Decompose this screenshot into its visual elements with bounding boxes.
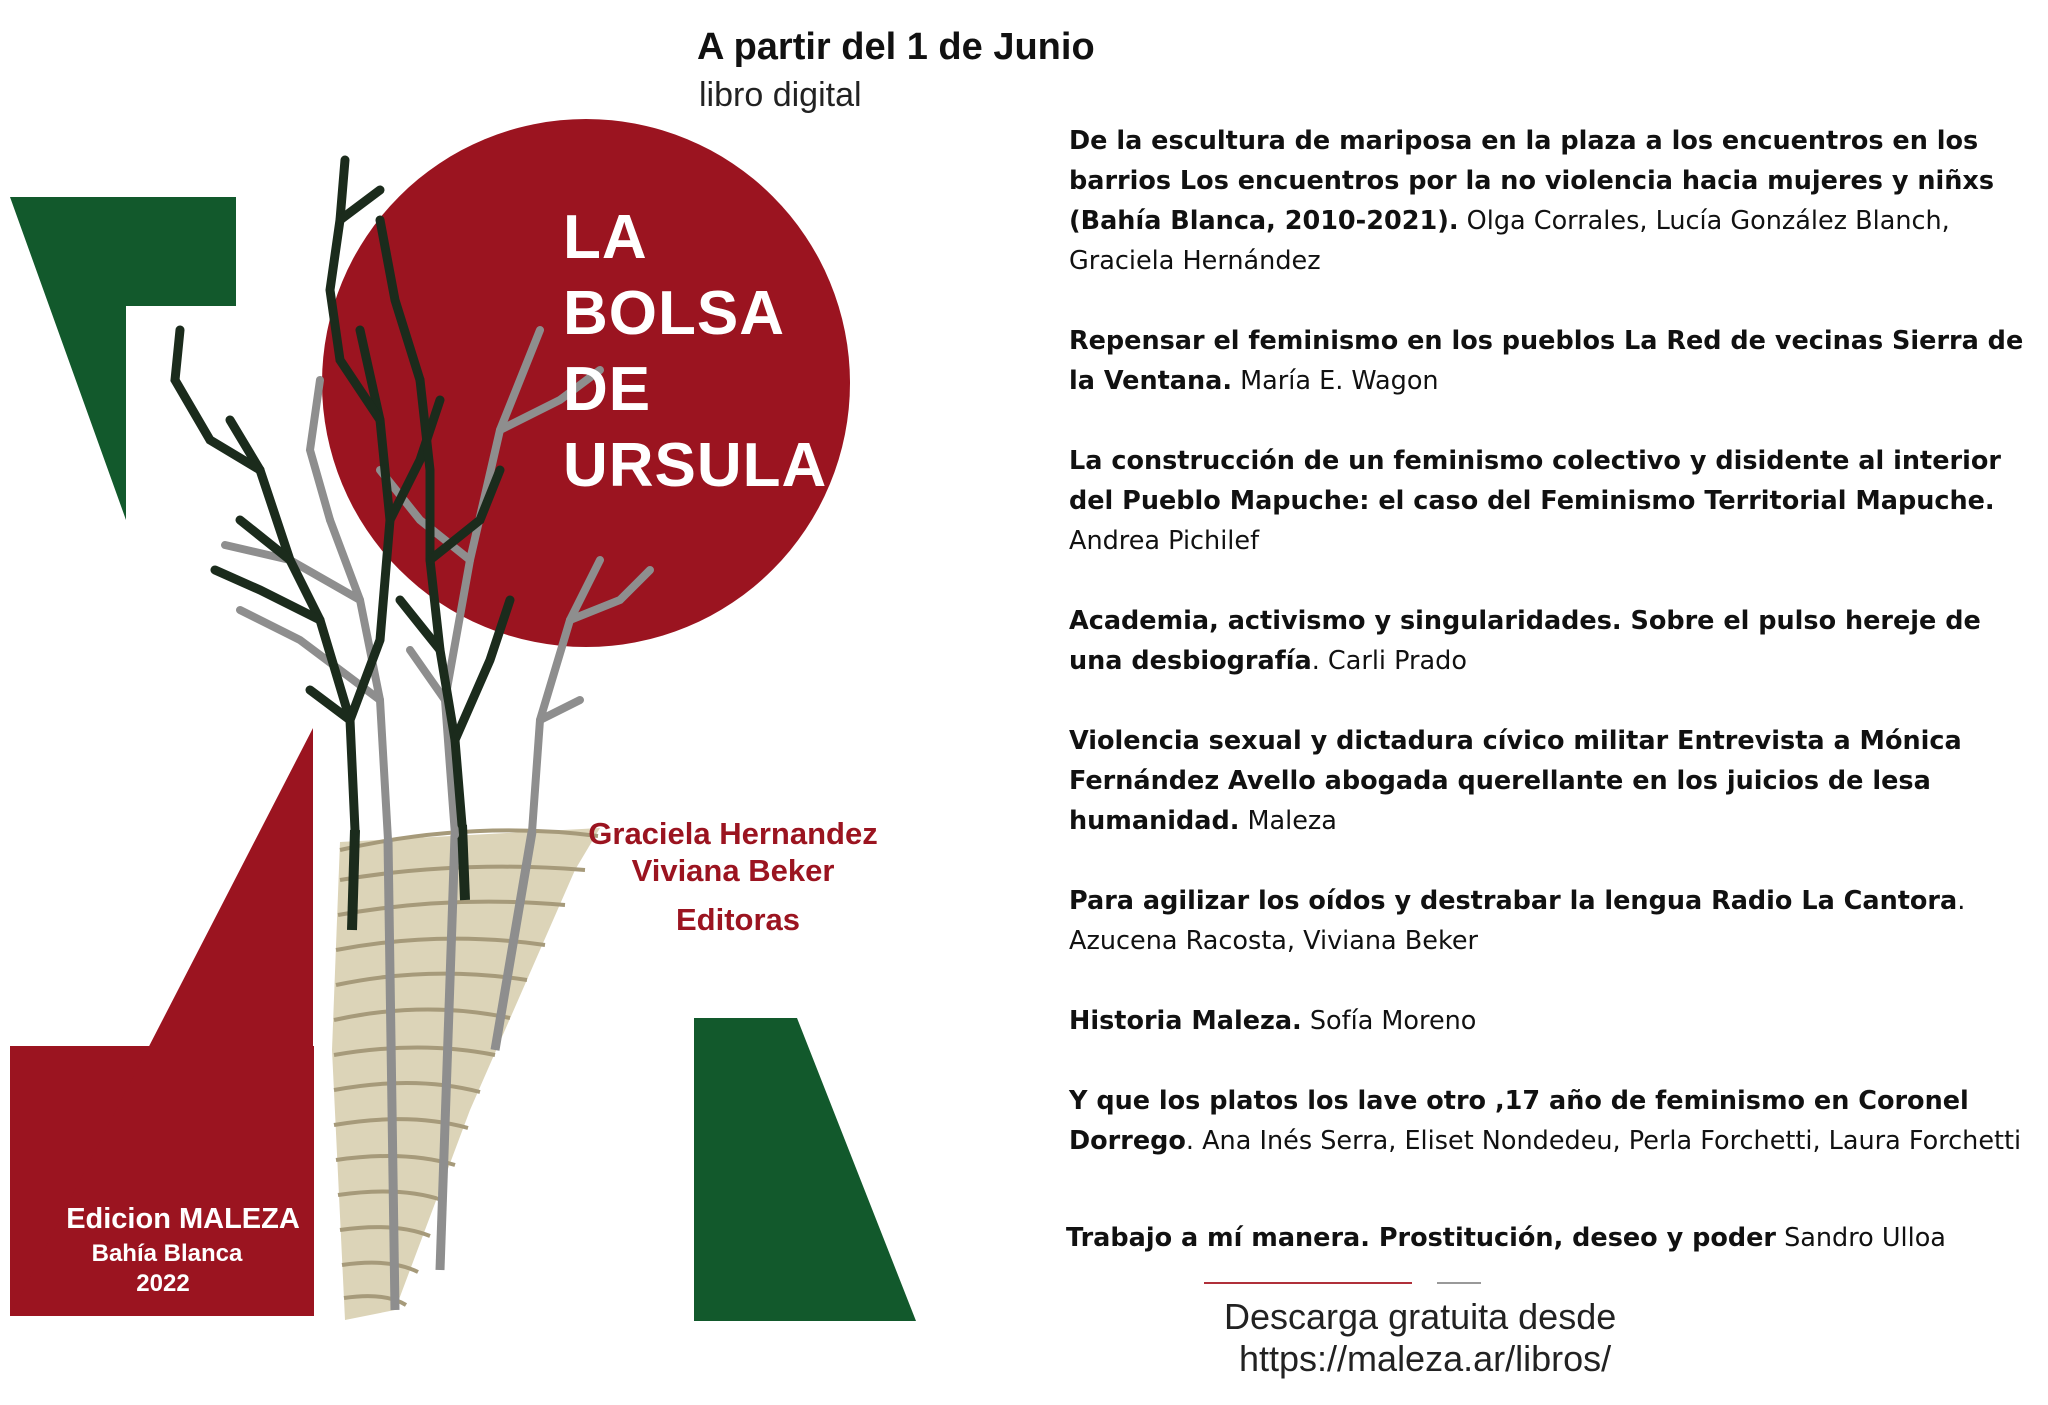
headline: A partir del 1 de Junio	[697, 26, 1095, 68]
toc-entry	[1069, 601, 2029, 681]
toc-entry-authors: . Carli Prado	[1311, 646, 1467, 676]
toc-entry	[1069, 441, 2029, 561]
cover-title-line-1: LA	[563, 203, 648, 272]
download-url-link[interactable]: https://maleza.ar/libros/	[1239, 1338, 1612, 1379]
toc-entry-authors: . Ana Inés Serra, Eliset Nondedeu, Perla Forchetti, Laura Forchetti	[1185, 1126, 2022, 1156]
toc-entry	[1069, 1081, 2029, 1161]
publisher-year: 2022	[136, 1270, 190, 1297]
toc-entry-last	[1066, 1218, 2026, 1258]
divider-line	[1204, 1282, 1412, 1284]
toc-entry-authors: Olga Corrales, Lucía González Blanch, Graciela Hernández	[1069, 206, 1950, 276]
toc-entry	[1069, 1001, 2029, 1041]
toc-entry-title: Para agilizar los oídos y destrabar la lengua Radio La Cantora	[1069, 886, 1958, 916]
toc-entry	[1069, 121, 2029, 281]
green-top-left-shape	[10, 197, 236, 520]
toc-entry-authors: Sofía Moreno	[1301, 1006, 1477, 1036]
toc-entry-title: La construcción de un feminismo colectivo y disidente al interior del Pueblo Mapuche: el caso del Feminismo Territorial Mapuche.	[1069, 446, 2001, 516]
toc-entry-authors: Maleza	[1239, 806, 1337, 836]
basket-illustration	[332, 825, 600, 1320]
green-right-triangle-shape	[694, 1018, 916, 1321]
subhead: libro digital	[699, 76, 862, 114]
toc-entry	[1069, 721, 2029, 841]
download-label: Descarga gratuita desde	[1224, 1296, 1617, 1337]
toc-entry-authors: María E. Wagon	[1232, 366, 1439, 396]
toc-entry-authors: Sandro Ulloa	[1775, 1223, 1946, 1253]
editor-name-1: Graciela Hernandez	[588, 816, 878, 851]
cover-title-line-4: URSULA	[563, 431, 828, 500]
toc-entry-title: Repensar el feminismo en los pueblos La Red de vecinas Sierra de la Ventana.	[1069, 326, 2024, 396]
toc-entry-title: Academia, activismo y singularidades. Sobre el pulso hereje de una desbiografía	[1069, 606, 1981, 676]
publisher-city: Bahía Blanca	[91, 1240, 243, 1267]
divider-line	[1437, 1282, 1481, 1284]
toc-entry-title: Historia Maleza.	[1069, 1006, 1302, 1036]
book-cover-art	[0, 0, 920, 1330]
toc-entry-title: De la escultura de mariposa en la plaza a los encuentros en los barrios Los encuentros por la no violencia hacia mujeres y niñxs (Bahía Blanca, 2010-2021).	[1069, 126, 1995, 236]
table-of-contents	[1069, 121, 2029, 1175]
cover-title-line-3: DE	[563, 355, 652, 424]
toc-entry	[1069, 321, 2029, 401]
toc-entry	[1069, 881, 2029, 961]
toc-entry-authors: Andrea Pichilef	[1069, 526, 1260, 556]
editor-name-2: Viviana Beker	[631, 853, 835, 888]
toc-entry-authors: . Azucena Racosta, Viviana Beker	[1069, 886, 1966, 956]
publisher-name: Edicion MALEZA	[66, 1203, 300, 1235]
toc-entry-title: Trabajo a mí manera. Prostitución, deseo y poder	[1066, 1223, 1776, 1253]
toc-entry-title: Violencia sexual y dictadura cívico militar Entrevista a Mónica Fernández Avello abogada querellante en los juicios de lesa humanidad.	[1069, 726, 1962, 836]
cover-title-line-2: BOLSA	[563, 279, 785, 348]
toc-entry-title: Y que los platos los lave otro ,17 año de feminismo en Coronel Dorrego	[1069, 1086, 1969, 1156]
editors-label: Editoras	[675, 902, 801, 937]
